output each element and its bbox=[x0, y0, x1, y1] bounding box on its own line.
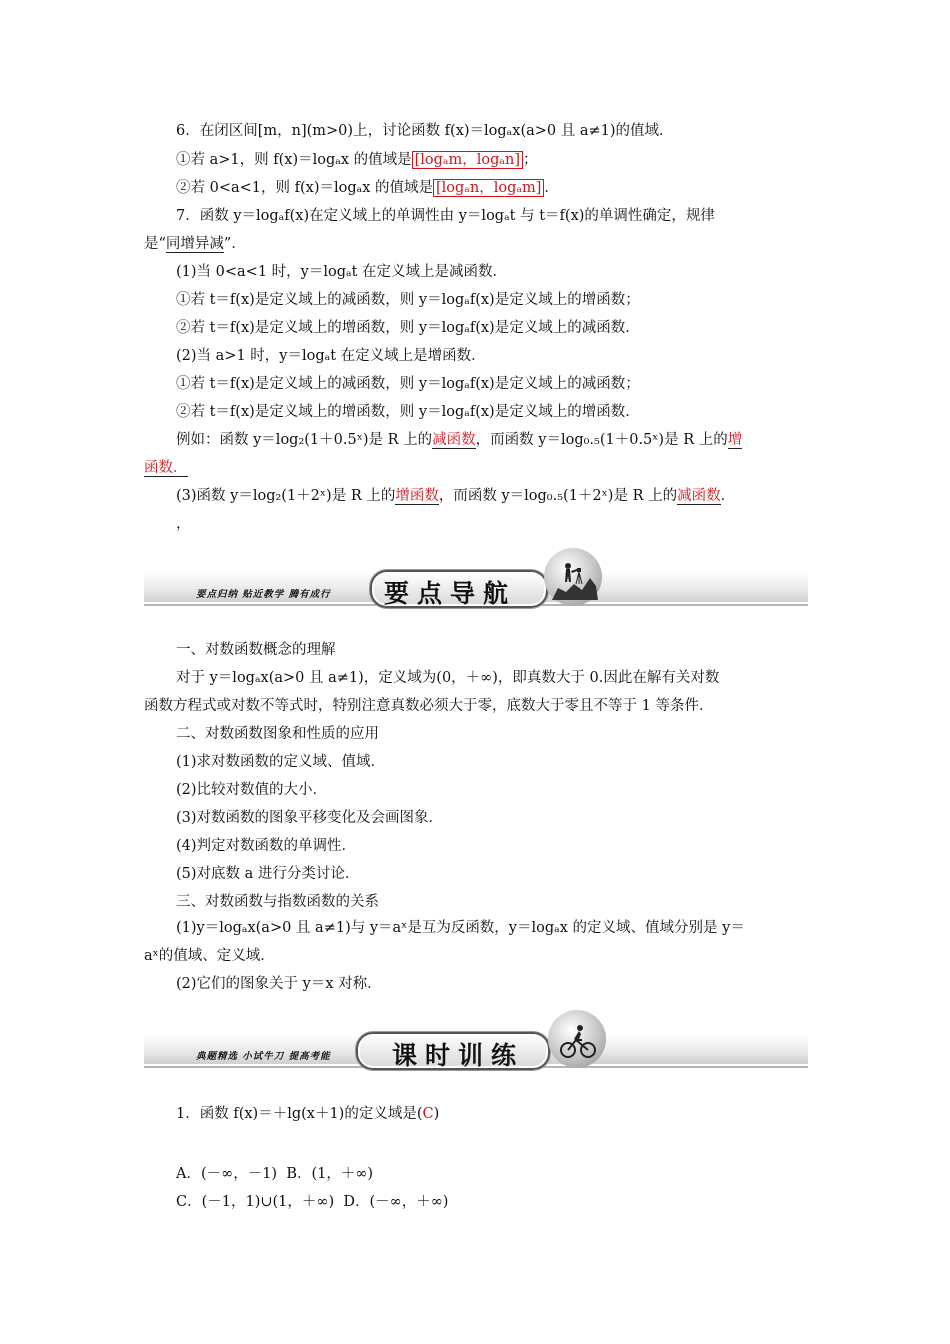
answer: 减函数 bbox=[432, 432, 476, 448]
option-a: A．(－∞，－1) bbox=[176, 1166, 278, 1182]
banner-tagline: 要点归纳 贴近教学 腾有成行 bbox=[196, 589, 331, 600]
text: 例如：函数 y＝log₂(1＋0.5ˣ)是 R 上的 bbox=[176, 432, 433, 448]
punct: ． bbox=[544, 180, 559, 196]
item-7: 7．函数 y＝logₐf(x)在定义域上的单调性由 y＝logₐt 与 t＝f(x)的单调性确定，规律 bbox=[176, 208, 715, 224]
text: ”． bbox=[223, 236, 246, 252]
photographer-icon bbox=[544, 548, 602, 606]
banner-title: 课时训练 bbox=[392, 1041, 525, 1070]
option-d: D．(－∞，＋∞) bbox=[343, 1194, 449, 1210]
application-3: (3)对数函数的图象平移变化及会画图象． bbox=[176, 810, 444, 826]
concept-text: 对于 y＝logₐx(a>0 且 a≠1)，定义域为(0，＋∞)，即真数大于 0.因此在解有关对数 bbox=[176, 670, 720, 686]
text: 是“ bbox=[144, 236, 166, 252]
text: ，而函数 y＝log₀.₅(1＋2ˣ)是 R 上的 bbox=[438, 488, 678, 504]
heading-3: 三、对数函数与指数函数的关系 bbox=[176, 894, 379, 910]
options-row-2 bbox=[176, 1192, 846, 1212]
answer: 函数． bbox=[144, 460, 188, 476]
heading-1: 一、对数函数概念的理解 bbox=[176, 642, 336, 658]
application-5: (5)对底数 a 进行分类讨论． bbox=[176, 866, 360, 882]
point-3 bbox=[176, 486, 846, 506]
heading-2: 二、对数函数图象和性质的应用 bbox=[176, 726, 379, 742]
point-1: (1)当 0<a<1 时，y＝logₐt 在定义域上是减函数． bbox=[176, 264, 508, 280]
relation-1: (1)y＝logₐx(a>0 且 a≠1)与 y＝aˣ是互为反函数，y＝logₐx 的定义域、值域分别是 y＝ bbox=[176, 920, 745, 936]
text: ． bbox=[720, 488, 736, 504]
relation-1-cont: aˣ的值域、定义域． bbox=[144, 948, 275, 964]
case-text: ②若 0<a<1，则 f(x)＝logₐx 的值域是 bbox=[176, 180, 433, 196]
item-6-case-2 bbox=[176, 178, 846, 198]
banner-tagline: 典题精选 小试牛刀 提高考能 bbox=[196, 1051, 331, 1062]
text: 1．函数 f(x)＝＋lg(x＋1)的定义域是( bbox=[176, 1106, 423, 1122]
point-2b: ②若 t＝f(x)是定义域上的增函数，则 y＝logₐf(x)是定义域上的增函数． bbox=[176, 404, 640, 420]
text: (3)函数 y＝log₂(1＋2ˣ)是 R 上的 bbox=[176, 488, 396, 504]
punct: ； bbox=[523, 152, 538, 168]
section-banner-key-points bbox=[144, 548, 808, 612]
example bbox=[176, 430, 846, 450]
point-2a: ①若 t＝f(x)是定义域上的减函数，则 y＝logₐf(x)是定义域上的减函数； bbox=[176, 376, 640, 392]
answer: 增函数 bbox=[395, 488, 439, 504]
point-1b: ②若 t＝f(x)是定义域上的增函数，则 y＝logₐf(x)是定义域上的减函数． bbox=[176, 320, 640, 336]
example-cont bbox=[144, 458, 814, 478]
text: ，而函数 y＝log₀.₅(1＋0.5ˣ)是 R 上的 bbox=[475, 432, 728, 448]
concept-text-cont: 函数方程式或对数不等式时，特别注意真数必须大于零，底数大于零且不等于 1 等条件． bbox=[144, 698, 714, 714]
point-1a: ①若 t＝f(x)是定义域上的减函数，则 y＝logₐf(x)是定义域上的增函数； bbox=[176, 292, 640, 308]
banner-title: 要点导航 bbox=[384, 579, 517, 608]
case-text: ①若 a>1，则 f(x)＝logₐx 的值域是 bbox=[176, 152, 412, 168]
stray-mark: ， bbox=[176, 516, 191, 532]
text: ) bbox=[433, 1106, 440, 1122]
answer-underline: 同增异减 bbox=[165, 236, 224, 252]
answer-choice: C bbox=[422, 1106, 434, 1122]
option-c: C．(－1，1)∪(1，＋∞) bbox=[176, 1194, 335, 1210]
question-stem bbox=[176, 1104, 846, 1124]
cyclist-icon bbox=[548, 1010, 606, 1068]
answer-box: [logₐn，logₐm] bbox=[433, 179, 544, 197]
point-2: (2)当 a>1 时，y＝logₐt 在定义域上是增函数． bbox=[176, 348, 486, 364]
application-2: (2)比较对数值的大小． bbox=[176, 782, 328, 798]
application-1: (1)求对数函数的定义域、值域． bbox=[176, 754, 386, 770]
item-6-case-1 bbox=[176, 150, 846, 170]
application-4: (4)判定对数函数的单调性． bbox=[176, 838, 357, 854]
section-banner-practice bbox=[144, 1010, 808, 1074]
answer: 减函数 bbox=[677, 488, 721, 504]
relation-2: (2)它们的图象关于 y＝x 对称． bbox=[176, 976, 382, 992]
item-6: 6．在闭区间[m，n](m>0)上，讨论函数 f(x)＝logₐx(a>0 且 a≠1)的值域． bbox=[176, 123, 674, 139]
answer: 增 bbox=[727, 432, 743, 448]
option-b: B．(1，＋∞) bbox=[286, 1166, 374, 1182]
item-7-cont bbox=[144, 234, 814, 254]
options-row-1 bbox=[176, 1164, 846, 1184]
answer-box: [logₐm，logₐn] bbox=[412, 151, 523, 169]
